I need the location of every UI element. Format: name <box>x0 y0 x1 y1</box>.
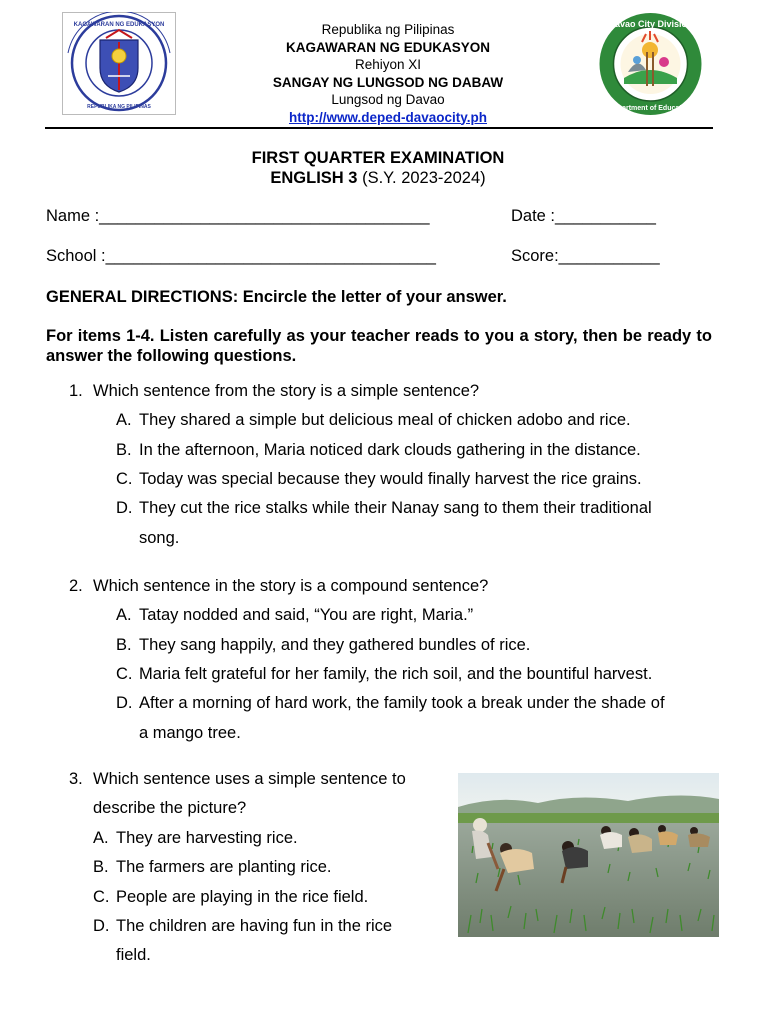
q3-choice-d-cont[interactable]: field. <box>116 946 151 964</box>
name-field[interactable]: Name :____________________________________ <box>46 207 430 225</box>
header-line-lungsod: Lungsod ng Davao <box>331 92 445 107</box>
exam-title: FIRST QUARTER EXAMINATION <box>251 149 505 167</box>
q2-choice-a-letter[interactable]: A. <box>116 606 132 624</box>
deped-seal-logo <box>62 12 176 115</box>
header-line-republika: Republika ng Pilipinas <box>321 22 455 37</box>
q3-choice-c[interactable]: People are playing in the rice field. <box>116 888 369 906</box>
q2-choice-d[interactable]: After a morning of hard work, the family took a break under the shade of <box>139 694 665 712</box>
items-1-4-directions: For items 1-4. Listen carefully as your teacher reads to you a story, then be ready to answer the following questions. <box>46 327 712 365</box>
davao-division-logo <box>594 12 707 116</box>
exam-school-year: (S.Y. 2023-2024) <box>362 169 486 187</box>
q2-choice-b[interactable]: They sang happily, and they gathered bundles of rice. <box>139 636 531 654</box>
q3-choice-a[interactable]: They are harvesting rice. <box>116 829 298 847</box>
q2-text: Which sentence in the story is a compound sentence? <box>93 577 489 595</box>
general-directions: GENERAL DIRECTIONS: Encircle the letter of your answer. <box>46 288 507 306</box>
q2-choice-d-letter[interactable]: D. <box>116 694 133 712</box>
q3-choice-b[interactable]: The farmers are planting rice. <box>116 858 332 876</box>
deped-ring-text: KAGAWARAN NG EDUKASYON <box>73 22 165 28</box>
davao-top-text: Davao City Division <box>608 19 693 29</box>
header-text-block <box>230 21 546 126</box>
q3-text: Which sentence uses a simple sentence to <box>93 770 406 788</box>
exam-subject: ENGLISH 3 <box>270 169 358 187</box>
q1-choice-c[interactable]: Today was special because they would finally harvest the rice grains. <box>139 470 642 488</box>
header-line-kagawaran: KAGAWARAN NG EDUKASYON <box>285 39 490 55</box>
q1-choice-b-letter[interactable]: B. <box>116 441 132 459</box>
header-divider <box>45 127 713 129</box>
q2-choice-c-letter[interactable]: C. <box>116 665 133 683</box>
q3-number: 3. <box>69 770 83 788</box>
q2-choice-b-letter[interactable]: B. <box>116 636 132 654</box>
q3-choice-d[interactable]: The children are having fun in the rice <box>116 917 393 935</box>
school-field[interactable]: School :____________________________________ <box>46 247 436 265</box>
q1-choice-a[interactable]: They shared a simple but delicious meal of chicken adobo and rice. <box>139 411 631 429</box>
header-line-sangay: SANGAY NG LUNGSOD NG DABAW <box>272 74 504 90</box>
deped-bottom-text: REPUBLIKA NG PILIPINAS <box>87 104 151 110</box>
q2-choice-d-cont[interactable]: a mango tree. <box>139 724 241 742</box>
q3-choice-b-letter[interactable]: B. <box>93 858 109 876</box>
q2-choice-c[interactable]: Maria felt grateful for her family, the rich soil, and the bountiful harvest. <box>139 665 653 683</box>
q1-choice-b[interactable]: In the afternoon, Maria noticed dark clouds gathering in the distance. <box>139 441 641 459</box>
q1-choice-a-letter[interactable]: A. <box>116 411 132 429</box>
q1-text: Which sentence from the story is a simple sentence? <box>93 382 480 400</box>
rice-planting-photo <box>458 773 719 937</box>
header-line-rehiyon: Rehiyon XI <box>354 57 422 72</box>
division-website-link[interactable]: http://www.deped-davaocity.ph <box>288 109 487 125</box>
q2-number: 2. <box>69 577 83 595</box>
q3-choice-a-letter[interactable]: A. <box>93 829 109 847</box>
score-field[interactable]: Score:___________ <box>511 247 660 265</box>
exam-subtitle <box>0 169 756 188</box>
davao-bottom-text: Department of Education <box>608 105 693 112</box>
q1-choice-d-letter[interactable]: D. <box>116 499 133 517</box>
q1-number: 1. <box>69 382 83 400</box>
q2-choice-a[interactable]: Tatay nodded and said, “You are right, Maria.” <box>139 606 474 624</box>
date-field[interactable]: Date :___________ <box>511 207 656 225</box>
q1-choice-d-cont[interactable]: song. <box>139 529 180 547</box>
q3-text-cont: describe the picture? <box>93 799 247 817</box>
q3-choice-c-letter[interactable]: C. <box>93 888 110 906</box>
q1-choice-d[interactable]: They cut the rice stalks while their Nanay sang to them their traditional <box>139 499 652 517</box>
q1-choice-c-letter[interactable]: C. <box>116 470 133 488</box>
q3-choice-d-letter[interactable]: D. <box>93 917 110 935</box>
